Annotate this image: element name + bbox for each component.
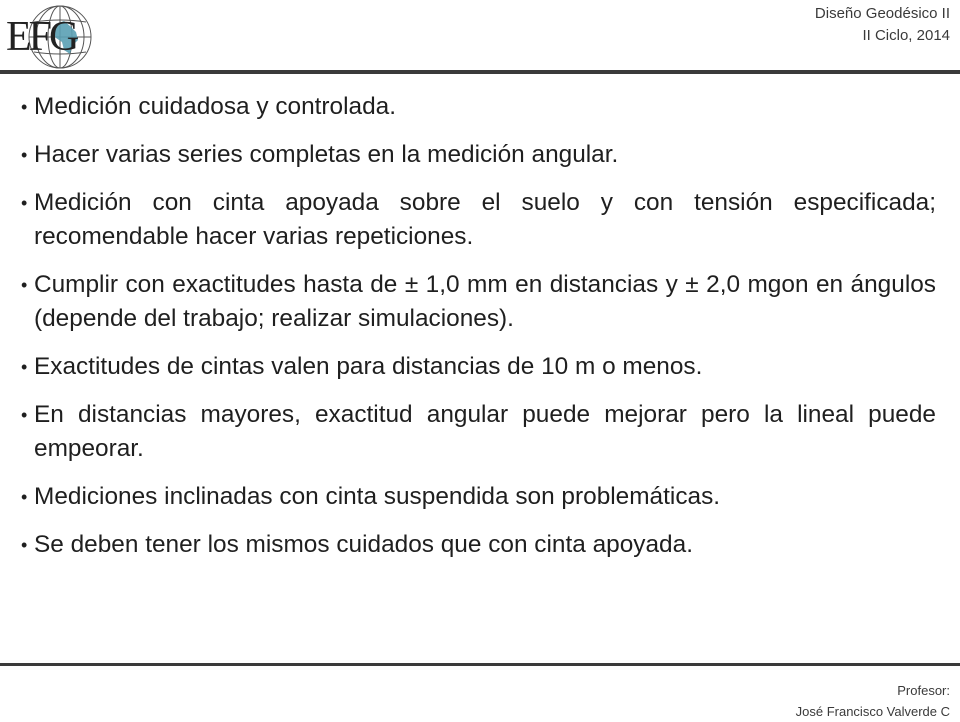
bullet-text: Se deben tener los mismos cuidados que con cinta apoyada. [34, 531, 693, 558]
bullet-text: Mediciones inclinadas con cinta suspendida son problemáticas. [34, 483, 721, 510]
bullet-item [21, 90, 936, 124]
bullet-text: Exactitudes de cintas valen para distancias de 10 m o menos. [34, 353, 703, 380]
bullet-text: Medición con cinta apoyada sobre el suelo y con tensión especificada; recomendable hacer varias repeticiones. [34, 189, 936, 250]
bullet-icon: • [21, 193, 28, 213]
bullet-text: Cumplir con exactitudes hasta de ± 1,0 mm en distancias y ± 2,0 mgon en ángulos (depende del trabajo; realizar simulaciones). [34, 271, 936, 332]
course-title: Diseño Geodésico II [814, 5, 950, 22]
bullet-item [21, 268, 936, 336]
bullet-item [21, 186, 936, 254]
bullet-icon: • [21, 97, 28, 117]
footer-label: Profesor: [897, 683, 950, 698]
footer [796, 680, 950, 722]
bullet-item [21, 398, 936, 466]
bullet-icon: • [21, 145, 28, 165]
bullet-icon: • [21, 357, 28, 377]
bullet-icon: • [21, 405, 28, 425]
slide-content [21, 90, 936, 576]
footer-divider [0, 663, 960, 666]
bullet-icon: • [21, 275, 28, 295]
efg-logo [4, 2, 116, 74]
bullet-icon: • [21, 487, 28, 507]
bullet-text: En distancias mayores, exactitud angular puede mejorar pero la lineal puede empeorar. [34, 401, 936, 462]
bullet-text: Hacer varias series completas en la medición angular. [34, 141, 619, 168]
course-term: II Ciclo, 2014 [862, 27, 950, 44]
logo-text: EFG [6, 14, 77, 60]
course-header [815, 3, 950, 47]
globe-logo-icon [4, 2, 116, 74]
bullet-list [21, 90, 936, 562]
bullet-item [21, 138, 936, 172]
professor-name: José Francisco Valverde C [795, 704, 950, 719]
bullet-item [21, 350, 936, 384]
bullet-text: Medición cuidadosa y controlada. [34, 93, 397, 120]
bullet-icon: • [21, 535, 28, 555]
bullet-item [21, 480, 936, 514]
bullet-item [21, 528, 936, 562]
header-divider [0, 70, 960, 74]
